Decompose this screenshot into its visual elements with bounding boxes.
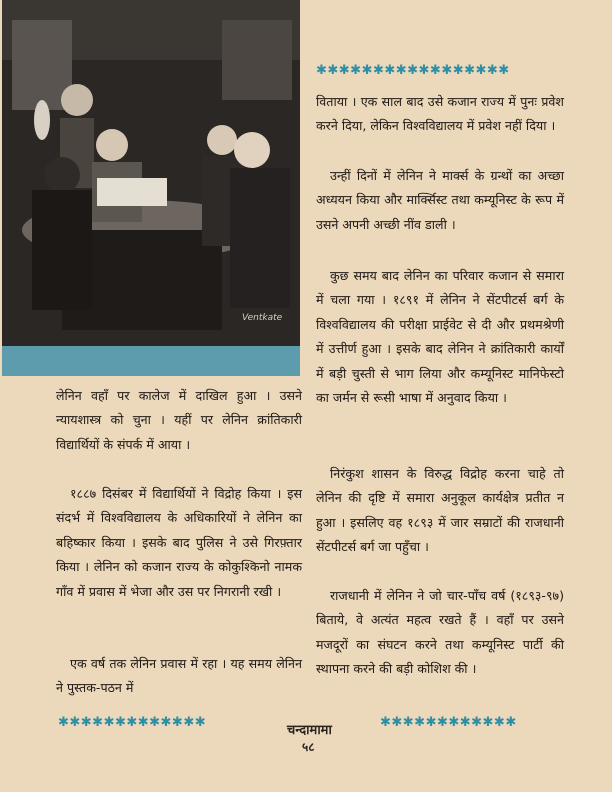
border-motif-icon: ✱✱✱✱✱✱✱✱✱✱✱✱✱ <box>58 715 207 730</box>
right-paragraph-3: कुछ समय बाद लेनिन का परिवार कजान से समारा में चला गया । १८९१ में लेनिन ने सेंटपीटर्स बर्ग के विश्वविद्यालय की परीक्षा प्राईवेट से दी और प्रथमश्रेणी में उत्तीर्ण हुआ । इसके बाद लेनिन ने क्रांतिकारी कार्यों में बड़ी चुस्ती से भाग लिया और कम्यूनिस्ट मानिफेस्टो का जर्मन से रूसी भाषा में अनुवाद किया । <box>316 268 564 406</box>
magazine-name: चन्दामामा <box>287 723 332 738</box>
right-paragraph-1: विताया । एक साल बाद उसे कजान राज्य में पुनः प्रवेश करने दिया, लेकिन विश्वविद्यालय में प्रवेश नहीं दिया । <box>316 94 564 134</box>
illustration-reading-group <box>2 0 300 376</box>
border-motif-icon: ✱✱✱✱✱✱✱✱✱✱✱✱ <box>380 715 517 730</box>
left-paragraph-1: लेनिन वहाँ पर कालेज में दाखिल हुआ । उसने न्यायशास्त्र को चुना । यहीं पर लेनिन क्रांतिकारी विद्यार्थियों के संपर्क में आया । <box>56 388 302 452</box>
right-paragraph-5: राजधानी में लेनिन ने जो चार-पाँच वर्ष (१८९३-९७) बिताये, वे अत्यंत महत्व रखते हैं । वहाँ पर उसने मजदूरों का संघटन करने तथा कम्यूनिस्ट पार्टी की स्थापना करने की बड़ी कोशिश की । <box>316 588 564 677</box>
decorative-border-bottom-left <box>58 716 206 730</box>
illustration-svg <box>2 0 300 376</box>
decorative-border-bottom-right <box>380 716 517 730</box>
left-paragraph-2: १८८७ दिसंबर में विद्यार्थियों ने विद्रोह किया । इस संदर्भ में विश्वविद्यालय के अधिकारियों ने लेनिन का बहिष्कार किया । इसके बाद पुलिस ने उसे गिरफ़्तार किया । लेनिन को कजान राज्य के कोकुश्किनो नामक गाँव में प्रवास में भेजा और उस पर निगरानी रखी । <box>56 486 302 599</box>
left-paragraph-3: एक वर्ष तक लेनिन प्रवास में रहा । यह समय लेनिन ने पुस्तक-पठन में <box>56 656 302 696</box>
right-paragraph-4: निरंकुश शासन के विरुद्ध विद्रोह करना चाहे तो लेनिन की दृष्टि में समारा अनुकूल कार्यक्षेत्र प्रतीत न हुआ । इसलिए वह १८९३ में जार सम्राटों की राजधानी सेंटपीटर्स बर्ग जा पहुँचा । <box>316 466 564 555</box>
border-motif-icon: ✱✱✱✱✱✱✱✱✱✱✱✱✱✱✱✱✱ <box>316 63 510 78</box>
artist-signature: Ventkate <box>242 313 283 323</box>
page-number: ५८ <box>302 740 315 754</box>
right-paragraph-2: उन्हीं दिनों में लेनिन ने मार्क्स के ग्रन्थों का अच्छा अध्ययन किया और मार्क्सिस्ट तथा कम्यूनिस्ट के रूप में उसने अपनी अच्छी नींव डाली । <box>316 168 564 232</box>
decorative-border-top <box>316 64 510 78</box>
